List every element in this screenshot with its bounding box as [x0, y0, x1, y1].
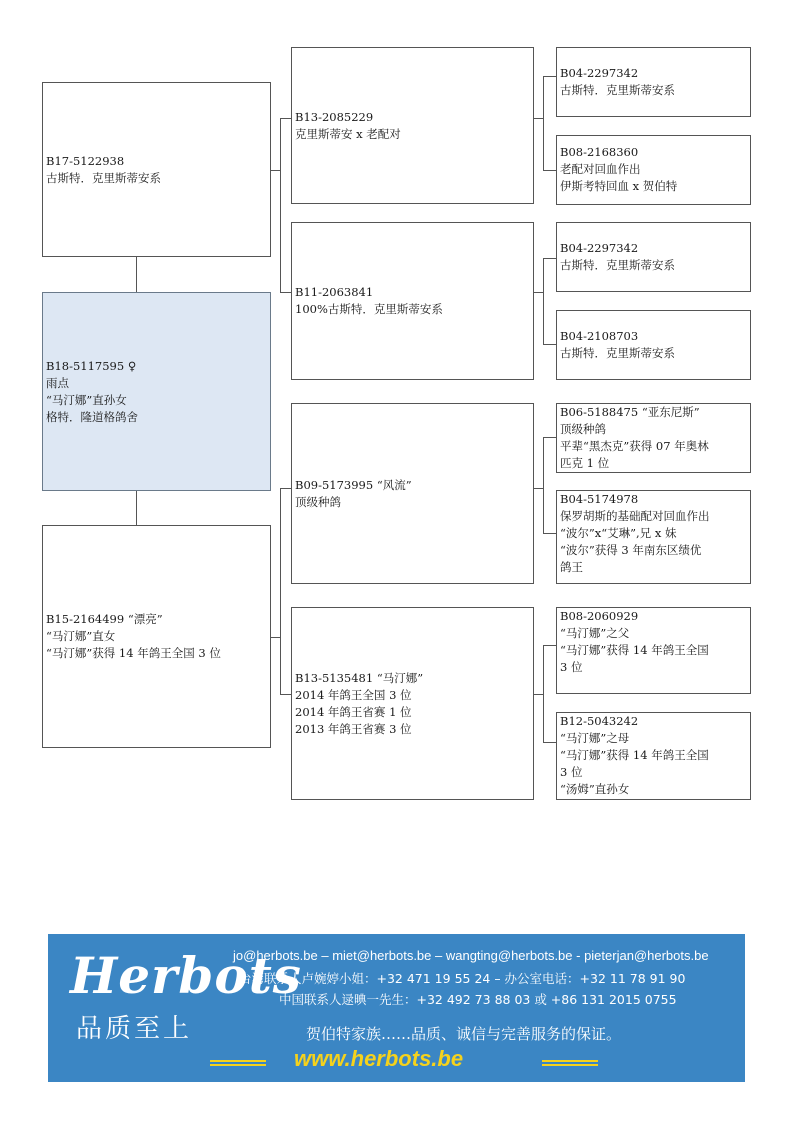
- connector: [543, 258, 544, 344]
- dsd-box: [556, 490, 751, 584]
- sire-dam-box: [291, 222, 534, 380]
- dsd-line: 保罗胡斯的基础配对回血作出: [560, 509, 710, 523]
- dd-line: 2014 年鸽王省赛 1 位: [295, 704, 412, 719]
- decorative-divider: [210, 1060, 266, 1062]
- connector: [280, 118, 291, 119]
- dd-ring: B13-5135481 “马汀娜”: [295, 670, 424, 685]
- sd-line: 100%古斯特．克里斯蒂安系: [295, 302, 443, 316]
- ss-ring: B13-2085229: [295, 109, 374, 124]
- ddd-line: “汤姆”直孙女: [560, 782, 630, 796]
- ddd-line: “马汀娜”获得 14 年鸽王全国: [560, 748, 709, 762]
- connector: [543, 258, 556, 259]
- sss-line: 古斯特．克里斯蒂安系: [560, 83, 675, 97]
- connector: [270, 637, 280, 638]
- dds-line: 3 位: [560, 660, 583, 674]
- taiwan-contact: 台湾联系人卢婉婷小姐：+32 471 19 55 24 – 办公室电话：+32 11 78 91 90: [239, 971, 686, 986]
- connector: [533, 292, 543, 293]
- sdd-line: 古斯特．克里斯蒂安系: [560, 346, 675, 360]
- connector: [543, 76, 544, 170]
- ddd-line: “马汀娜”之母: [560, 731, 630, 745]
- ds-ring: B09-5173995 “风流”: [295, 477, 412, 492]
- connector: [270, 170, 280, 171]
- connector: [543, 76, 556, 77]
- dss-line: 顶级种鸽: [560, 422, 606, 436]
- ssd-ring: B08-2168360: [560, 145, 639, 159]
- subject-box: [42, 292, 271, 491]
- sire-line: 古斯特．克里斯蒂安系: [46, 170, 161, 185]
- motto: 品质至上: [76, 1014, 193, 1044]
- dam-box: [42, 525, 271, 748]
- connector: [280, 292, 291, 293]
- connector: [543, 437, 544, 533]
- ddd-box: [556, 712, 751, 800]
- connector: [280, 488, 281, 694]
- connector: [543, 645, 544, 742]
- connector: [533, 488, 543, 489]
- sss-ring: B04-2297342: [560, 66, 639, 80]
- sdd-ring: B04-2108703: [560, 329, 639, 343]
- ss-line: 克里斯蒂安 x 老配对: [295, 126, 401, 141]
- dds-ring: B08-2060929: [560, 609, 639, 623]
- connector: [280, 118, 281, 292]
- sire-ring: B17-5122938: [46, 153, 125, 168]
- dsd-line: “波尔”获得 3 年南东区绩优: [560, 543, 702, 557]
- connector: [543, 645, 556, 646]
- china-contact: 中国联系人逯晪一先生：+32 492 73 88 03 或 +86 131 2015 0755: [279, 992, 677, 1007]
- connector: [543, 344, 556, 345]
- slogan: 贺伯特家族……品质、诚信与完善服务的保证。: [306, 1025, 622, 1043]
- dds-line: “马汀娜”获得 14 年鸽王全国: [560, 643, 709, 657]
- dss-ring: B06-5188475 “亚东尼斯”: [560, 405, 700, 419]
- connector: [543, 170, 556, 171]
- subject-ring: B18-5117595 ♀: [46, 358, 137, 373]
- dam-line: “马汀娜”直女: [46, 629, 116, 643]
- herbots-logo: Herbots: [70, 946, 302, 1005]
- website-link[interactable]: www.herbots.be: [294, 1046, 464, 1071]
- subject-line: “马汀娜”直孙女: [46, 392, 127, 407]
- dam-ring: B15-2164499 “漂亮”: [46, 612, 163, 626]
- subject-name: 雨点: [46, 375, 69, 390]
- ssd-box: [556, 135, 751, 205]
- connector: [136, 490, 137, 525]
- connector: [533, 118, 543, 119]
- dd-line: 2014 年鸽王全国 3 位: [295, 687, 412, 702]
- dss-line: 匹克 1 位: [560, 456, 610, 470]
- sds-line: 古斯特．克里斯蒂安系: [560, 258, 675, 272]
- connector: [543, 437, 556, 438]
- dd-line: 2013 年鸽王省赛 3 位: [295, 721, 412, 736]
- dam-sire-box: [291, 403, 534, 584]
- connector: [280, 488, 291, 489]
- connector: [533, 694, 543, 695]
- dam-dam-box: [291, 607, 534, 800]
- dds-box: [556, 607, 751, 694]
- sss-box: [556, 47, 751, 117]
- sds-box: [556, 222, 751, 292]
- dss-line: 平辈“黑杰克”获得 07 年奥林: [560, 439, 709, 453]
- connector: [543, 533, 556, 534]
- sd-ring: B11-2063841: [295, 285, 374, 299]
- dsd-ring: B04-5174978: [560, 492, 639, 506]
- dsd-line: 鸽王: [560, 560, 583, 574]
- connector: [543, 742, 556, 743]
- sds-ring: B04-2297342: [560, 241, 639, 255]
- dsd-line: “波尔”x“艾琳”,兄 x 妹: [560, 526, 677, 540]
- contact-banner: [48, 934, 745, 1082]
- sire-sire-box: [291, 47, 534, 204]
- connector: [280, 694, 291, 695]
- dam-line: “马汀娜”获得 14 年鸽王全国 3 位: [46, 646, 221, 660]
- ddd-ring: B12-5043242: [560, 714, 639, 728]
- sire-box: [42, 82, 271, 257]
- dds-line: “马汀娜”之父: [560, 626, 630, 640]
- subject-breeder: 格特．隆道格鸽舍: [46, 409, 138, 424]
- contact-emails[interactable]: jo@herbots.be – miet@herbots.be – wangting@herbots.be - pieterjan@herbots.be: [233, 948, 709, 963]
- ssd-line: 伊斯考特回血 x 贺伯特: [560, 179, 678, 193]
- sdd-box: [556, 310, 751, 380]
- decorative-divider: [542, 1060, 598, 1062]
- ddd-line: 3 位: [560, 765, 583, 779]
- ds-line: 顶级种鸽: [295, 494, 341, 509]
- ssd-line: 老配对回血作出: [560, 162, 641, 176]
- dss-box: [556, 403, 751, 473]
- connector: [136, 257, 137, 292]
